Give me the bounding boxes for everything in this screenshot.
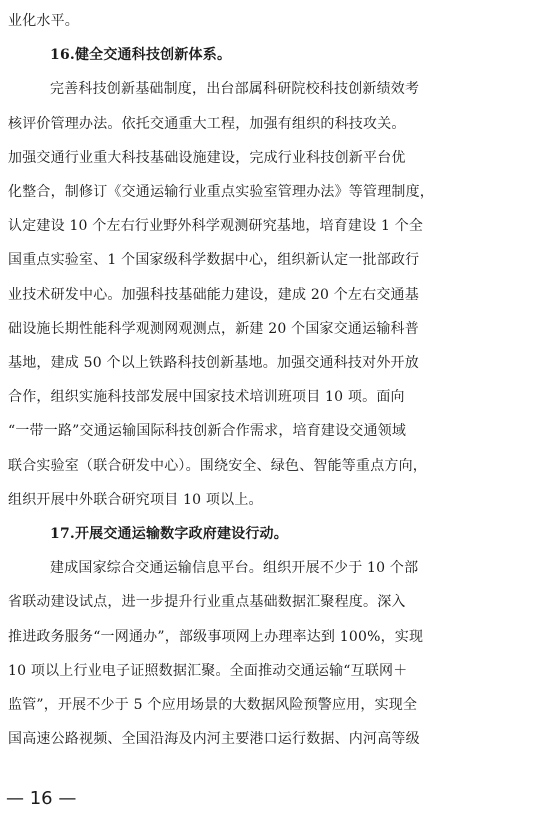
text-line: 建成国家综合交通运输信息平台。组织开展不少于 10 个部 (50, 560, 419, 577)
text-line: 业化水平。 (8, 13, 79, 29)
text-line: 推进政务服务“一网通办”，部级事项网上办理率达到 100%，实现 (8, 628, 424, 645)
text-line: 监管”，开展不少于 5 个应用场景的大数据风险预警应用，实现全 (8, 697, 418, 714)
text-line: 核评价管理办法。依托交通重大工程，加强有组织的科技攻关。 (8, 115, 406, 132)
text-line: 国高速公路视频、全国沿海及内河主要港口运行数据、内河高等级 (8, 731, 420, 748)
text-line: 业技术研发中心。加强科技基础能力建设，建成 20 个左右交通基 (8, 286, 419, 303)
document-body (8, 4, 544, 756)
page-number: — 16 — (6, 788, 77, 809)
text-line: 10 项以上行业电子证照数据汇聚。全面推动交通运输“互联网＋ (8, 662, 408, 679)
text-line: 联合实验室（联合研发中心）。围绕安全、绿色、智能等重点方向， (8, 457, 427, 474)
text-line: 加强交通行业重大科技基础设施建设，完成行业科技创新平台优 (8, 149, 406, 166)
text-line: “一带一路”交通运输国际科技创新合作需求，培育建设交通领域 (8, 423, 407, 440)
text-line: 国重点实验室、1 个国家级科学数据中心，组织新认定一批部政行 (8, 252, 420, 269)
section-heading: 17.开展交通运输数字政府建设行动。 (50, 526, 288, 543)
text-line: 合作，组织实施科技部发展中国家技术培训班项目 10 项。面向 (8, 389, 405, 406)
section-heading: 16.健全交通科技创新体系。 (50, 47, 232, 64)
text-line: 省联动建设试点，进一步提升行业重点基础数据汇聚程度。深入 (8, 594, 406, 611)
text-line: 认定建设 10 个左右行业野外科学观测研究基地，培育建设 1 个全 (8, 218, 424, 235)
text-line: 础设施长期性能科学观测网观测点，新建 20 个国家交通运输科普 (8, 320, 419, 337)
text-line: 完善科技创新基础制度，出台部属科研院校科技创新绩效考 (50, 81, 420, 98)
text-line: 化整合，制修订《交通运输行业重点实验室管理办法》等管理制度， (8, 184, 434, 201)
text-line: 基地，建成 50 个以上铁路科技创新基地。加强交通科技对外开放 (8, 355, 419, 372)
text-line: 组织开展中外联合研究项目 10 项以上。 (8, 491, 263, 508)
